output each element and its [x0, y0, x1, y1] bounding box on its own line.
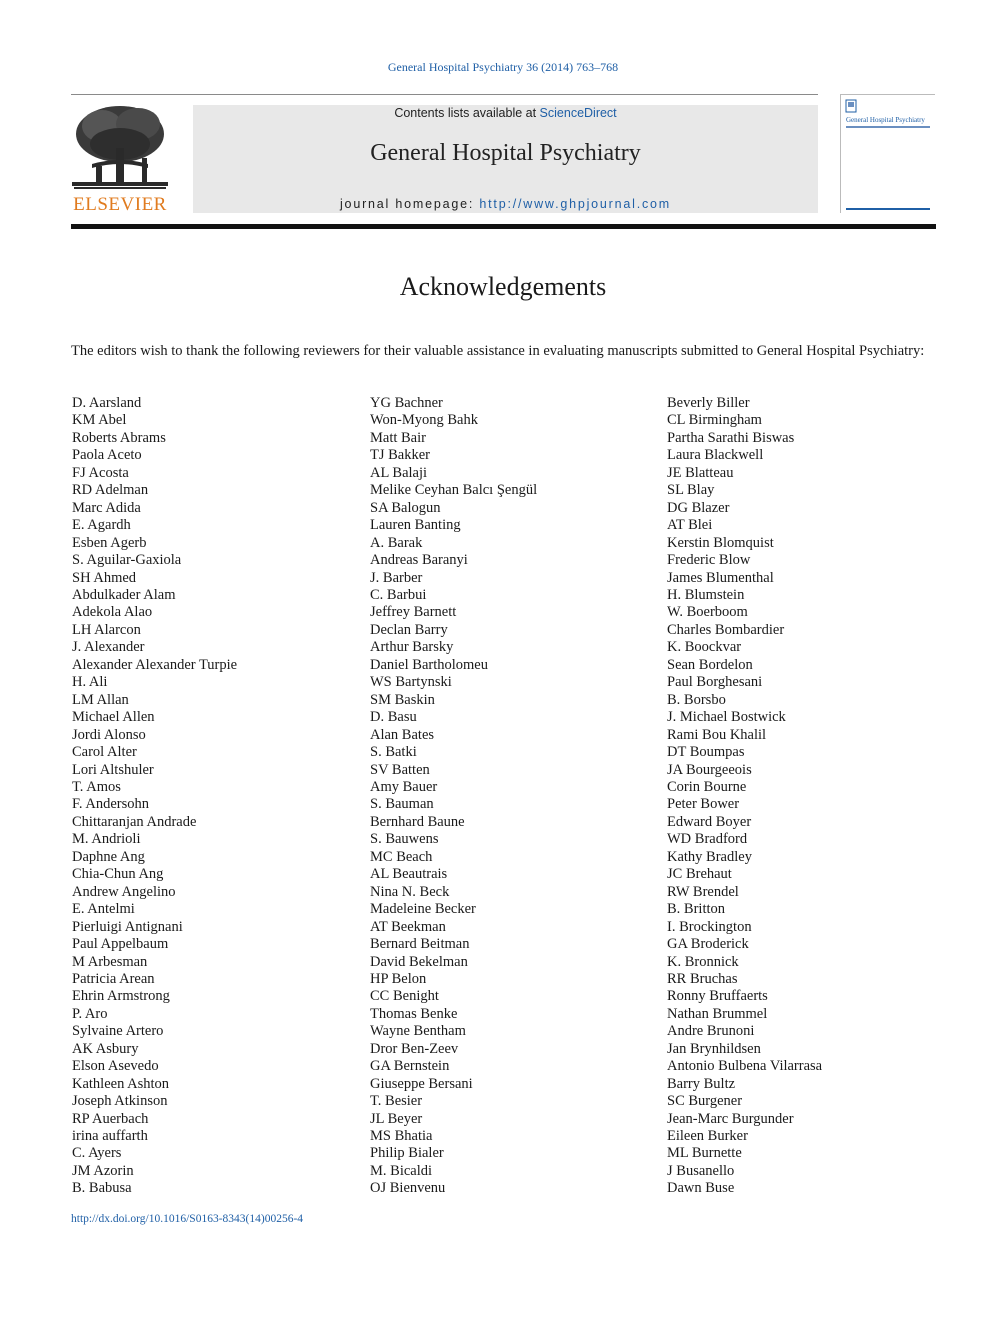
reviewer-name: Patricia Arean: [72, 970, 155, 987]
reviewer-name: SM Baskin: [370, 691, 435, 708]
elsevier-tree-icon: [72, 104, 168, 192]
reviewer-name: P. Aro: [72, 1005, 108, 1022]
reviewer-name: Ronny Bruffaerts: [667, 988, 768, 1005]
reviewer-name: Beverly Biller: [667, 395, 750, 411]
reviewer-name: Adekola Alao: [72, 604, 153, 621]
reviewer-name: RW Brendel: [667, 883, 739, 900]
reviewer-name: C. Ayers: [72, 1145, 122, 1162]
reviewer-name: Frederic Blow: [667, 552, 751, 569]
reviewer-name: SC Burgener: [667, 1093, 743, 1110]
reviewer-name: Barry Bultz: [667, 1075, 736, 1092]
reviewer-name: S. Bauman: [370, 796, 434, 813]
reviewer-name: K. Bronnick: [667, 953, 739, 970]
reviewer-name: Jan Brynhildsen: [667, 1040, 761, 1057]
journal-cover-thumbnail[interactable]: [840, 94, 935, 213]
reviewer-name: DT Boumpas: [667, 744, 745, 761]
reviewer-name: AT Beekman: [370, 918, 446, 935]
reviewer-name: Declan Barry: [370, 621, 448, 638]
reviewer-column-2: [370, 395, 630, 1198]
reviewer-name: E. Antelmi: [72, 901, 135, 918]
contents-line: [193, 106, 818, 120]
reviewer-name: A. Barak: [370, 534, 423, 551]
reviewer-name: FJ Acosta: [72, 464, 129, 481]
reviewer-name: JC Brehaut: [667, 866, 732, 883]
reviewer-name: Michael Allen: [72, 709, 155, 726]
reviewer-name: Jeffrey Barnett: [370, 604, 457, 621]
reviewer-name: Thomas Benke: [370, 1005, 458, 1022]
reviewer-name: Abdulkader Alam: [72, 586, 176, 603]
cover-footer-bar: [846, 208, 930, 210]
reviewer-name: J. Alexander: [72, 639, 145, 656]
reviewer-name: Rami Bou Khalil: [667, 726, 767, 743]
reviewer-name: JL Beyer: [370, 1110, 423, 1127]
reviewer-name: Daniel Bartholomeu: [370, 656, 488, 673]
reviewer-name: Chittaranjan Andrade: [72, 813, 197, 830]
reviewer-name: AT Blei: [667, 517, 713, 534]
reviewer-name: Lori Altshuler: [72, 761, 154, 778]
reviewer-name: Eileen Burker: [667, 1128, 748, 1145]
reviewer-name: J Busanello: [667, 1162, 735, 1179]
reviewer-name: Charles Bombardier: [667, 621, 785, 638]
journal-title: General Hospital Psychiatry: [370, 140, 641, 166]
reviewer-name: OJ Bienvenu: [370, 1180, 446, 1197]
reviewer-name: Paola Aceto: [72, 447, 142, 464]
cover-bar: [846, 126, 930, 128]
article-intro: The editors wish to thank the following reviewers for their valuable assistance in evaluating manuscripts submitted to General Hospital Psychiatry:: [71, 343, 925, 359]
journal-banner: [193, 105, 818, 213]
reviewer-name: CC Benight: [370, 988, 439, 1005]
reviewer-name: S. Bauwens: [370, 831, 439, 848]
reviewer-name: B. Babusa: [72, 1180, 132, 1197]
reviewer-column-1: [72, 395, 332, 1198]
reviewer-name: Andrew Angelino: [72, 883, 176, 900]
reviewer-name: Andreas Baranyi: [370, 552, 468, 569]
reviewer-name: Lauren Banting: [370, 517, 461, 534]
reviewer-name: D. Aarsland: [72, 395, 142, 411]
reviewer-name: TJ Bakker: [370, 447, 430, 464]
reviewer-name: Esben Agerb: [72, 534, 147, 551]
reviewer-name: Nathan Brummel: [667, 1005, 768, 1022]
reviewer-name: Daphne Ang: [72, 848, 145, 865]
reviewer-name: Bernhard Baune: [370, 813, 465, 830]
reviewer-column-3: [667, 395, 927, 1198]
reviewer-name: Ehrin Armstrong: [72, 988, 170, 1005]
reviewer-name: J. Michael Bostwick: [667, 709, 786, 726]
reviewer-name: JM Azorin: [72, 1162, 134, 1179]
reviewer-name: Roberts Abrams: [72, 429, 166, 446]
reviewer-name: Dror Ben-Zeev: [370, 1040, 459, 1057]
reviewer-name: LM Allan: [72, 691, 129, 708]
reviewer-name: Joseph Atkinson: [72, 1093, 168, 1110]
publisher-logo-text: ELSEVIER: [73, 194, 167, 215]
reviewer-name: D. Basu: [370, 709, 417, 726]
reviewer-name: HP Belon: [370, 970, 427, 987]
reviewer-name: RP Auerbach: [72, 1110, 149, 1127]
reviewer-name: T. Amos: [72, 778, 121, 795]
reviewer-name: Pierluigi Antignani: [72, 918, 183, 935]
cover-title: General Hospital Psychiatry: [846, 117, 925, 124]
reviewer-name: Edward Boyer: [667, 813, 752, 830]
reviewer-name: SA Balogun: [370, 499, 441, 516]
reviewer-name: F. Andersohn: [72, 796, 149, 813]
reviewer-name: S. Aguilar-Gaxiola: [72, 552, 182, 569]
reviewer-name: H. Ali: [72, 674, 108, 691]
reviewer-name: SH Ahmed: [72, 569, 137, 586]
reviewer-name: Bernard Beitman: [370, 936, 470, 953]
reviewer-name: GA Bernstein: [370, 1058, 450, 1075]
reviewer-name: Kerstin Blomquist: [667, 534, 774, 551]
reviewer-name: Carol Alter: [72, 744, 137, 761]
reviewer-name: M. Andrioli: [72, 831, 141, 848]
reviewer-name: MS Bhatia: [370, 1128, 433, 1145]
reviewer-name: RR Bruchas: [667, 970, 738, 987]
reviewer-name: David Bekelman: [370, 953, 468, 970]
reviewer-name: Alan Bates: [370, 726, 435, 743]
reviewer-name: YG Bachner: [370, 395, 443, 411]
reviewer-name: SL Blay: [667, 482, 715, 499]
reviewer-name: M. Bicaldi: [370, 1162, 433, 1179]
reviewer-name: Sean Bordelon: [667, 656, 753, 673]
reviewer-name: WD Bradford: [667, 831, 748, 848]
reviewer-name: M Arbesman: [72, 953, 148, 970]
reviewer-name: JE Blatteau: [667, 464, 734, 481]
reviewer-name: irina auffarth: [72, 1128, 148, 1145]
article-title: Acknowledgements: [399, 272, 607, 301]
reviewer-name: W. Boerboom: [667, 604, 748, 621]
reviewer-name: K. Boockvar: [667, 639, 742, 656]
reviewer-name: Antonio Bulbena Vilarrasa: [667, 1058, 823, 1075]
reviewer-name: Paul Borghesani: [667, 674, 763, 691]
reviewer-name: GA Broderick: [667, 936, 749, 953]
reviewer-name: Marc Adida: [72, 499, 141, 516]
reviewer-name: LH Alarcon: [72, 621, 141, 638]
homepage-link[interactable]: http://www.ghpjournal.com: [479, 197, 672, 211]
reviewer-name: ML Burnette: [667, 1145, 742, 1162]
reviewer-name: Jordi Alonso: [72, 726, 146, 743]
reviewer-name: Elson Asevedo: [72, 1058, 159, 1075]
reviewer-name: Philip Bialer: [370, 1145, 444, 1162]
reviewer-name: Nina N. Beck: [370, 883, 450, 900]
reviewer-name: Partha Sarathi Biswas: [667, 429, 795, 446]
reviewer-name: T. Besier: [370, 1093, 423, 1110]
reviewer-name: Dawn Buse: [667, 1180, 735, 1197]
reviewer-name: B. Borsbo: [667, 691, 726, 708]
homepage-line: [193, 197, 818, 211]
publisher-logo[interactable]: [68, 104, 172, 216]
reviewer-name: Sylvaine Artero: [72, 1023, 164, 1040]
homepage-prefix: journal homepage:: [339, 197, 480, 211]
contents-prefix: Contents lists available at: [394, 106, 540, 120]
reviewer-name: C. Barbui: [370, 586, 427, 603]
reviewer-name: AL Balaji: [370, 464, 428, 481]
reviewer-name: H. Blumstein: [667, 586, 745, 603]
cover-emblem-icon: [845, 99, 857, 113]
reviewer-name: Wayne Bentham: [370, 1023, 466, 1040]
reviewer-name: E. Agardh: [72, 517, 131, 534]
reviewer-name: Chia-Chun Ang: [72, 866, 164, 883]
reviewer-name: Amy Bauer: [370, 778, 438, 795]
reviewer-name: Jean-Marc Burgunder: [667, 1110, 794, 1127]
reviewer-name: S. Batki: [370, 744, 417, 761]
reviewer-name: SV Batten: [370, 761, 430, 778]
reviewer-name: Giuseppe Bersani: [370, 1075, 473, 1092]
header-divider: [71, 94, 818, 95]
header-thick-divider: [71, 224, 936, 229]
sciencedirect-link[interactable]: ScienceDirect: [539, 106, 617, 120]
reviewer-name: AK Asbury: [72, 1040, 139, 1057]
reviewer-name: I. Brockington: [667, 918, 752, 935]
reviewer-name: Kathy Bradley: [667, 848, 752, 865]
reviewer-name: WS Bartynski: [370, 674, 452, 691]
reviewer-name: Alexander Alexander Turpie: [72, 656, 238, 673]
journal-citation[interactable]: General Hospital Psychiatry 36 (2014) 763–768: [387, 60, 619, 74]
reviewer-name: MC Beach: [370, 848, 433, 865]
reviewer-name: Kathleen Ashton: [72, 1075, 170, 1092]
reviewer-name: B. Britton: [667, 901, 726, 918]
reviewer-name: Laura Blackwell: [667, 447, 764, 464]
reviewer-name: JA Bourgeeois: [667, 761, 752, 778]
reviewer-name: Arthur Barsky: [370, 639, 454, 656]
reviewer-name: RD Adelman: [72, 482, 149, 499]
reviewer-name: Paul Appelbaum: [72, 936, 169, 953]
reviewer-name: AL Beautrais: [370, 866, 448, 883]
reviewer-name: DG Blazer: [667, 499, 730, 516]
reviewer-name: Peter Bower: [667, 796, 740, 813]
reviewer-name: Corin Bourne: [667, 778, 747, 795]
reviewer-name: Won-Myong Bahk: [370, 412, 478, 429]
reviewer-name: Madeleine Becker: [370, 901, 476, 918]
reviewer-name: CL Birmingham: [667, 412, 762, 429]
reviewer-name: James Blumenthal: [667, 569, 774, 586]
reviewer-name: Melike Ceyhan Balcı Şengül: [370, 482, 538, 499]
reviewer-name: J. Barber: [370, 569, 423, 586]
reviewer-name: Matt Bair: [370, 429, 426, 446]
reviewer-name: Andre Brunoni: [667, 1023, 755, 1040]
reviewer-name: KM Abel: [72, 412, 127, 429]
doi-link[interactable]: http://dx.doi.org/10.1016/S0163-8343(14)00256-4: [71, 1213, 304, 1225]
